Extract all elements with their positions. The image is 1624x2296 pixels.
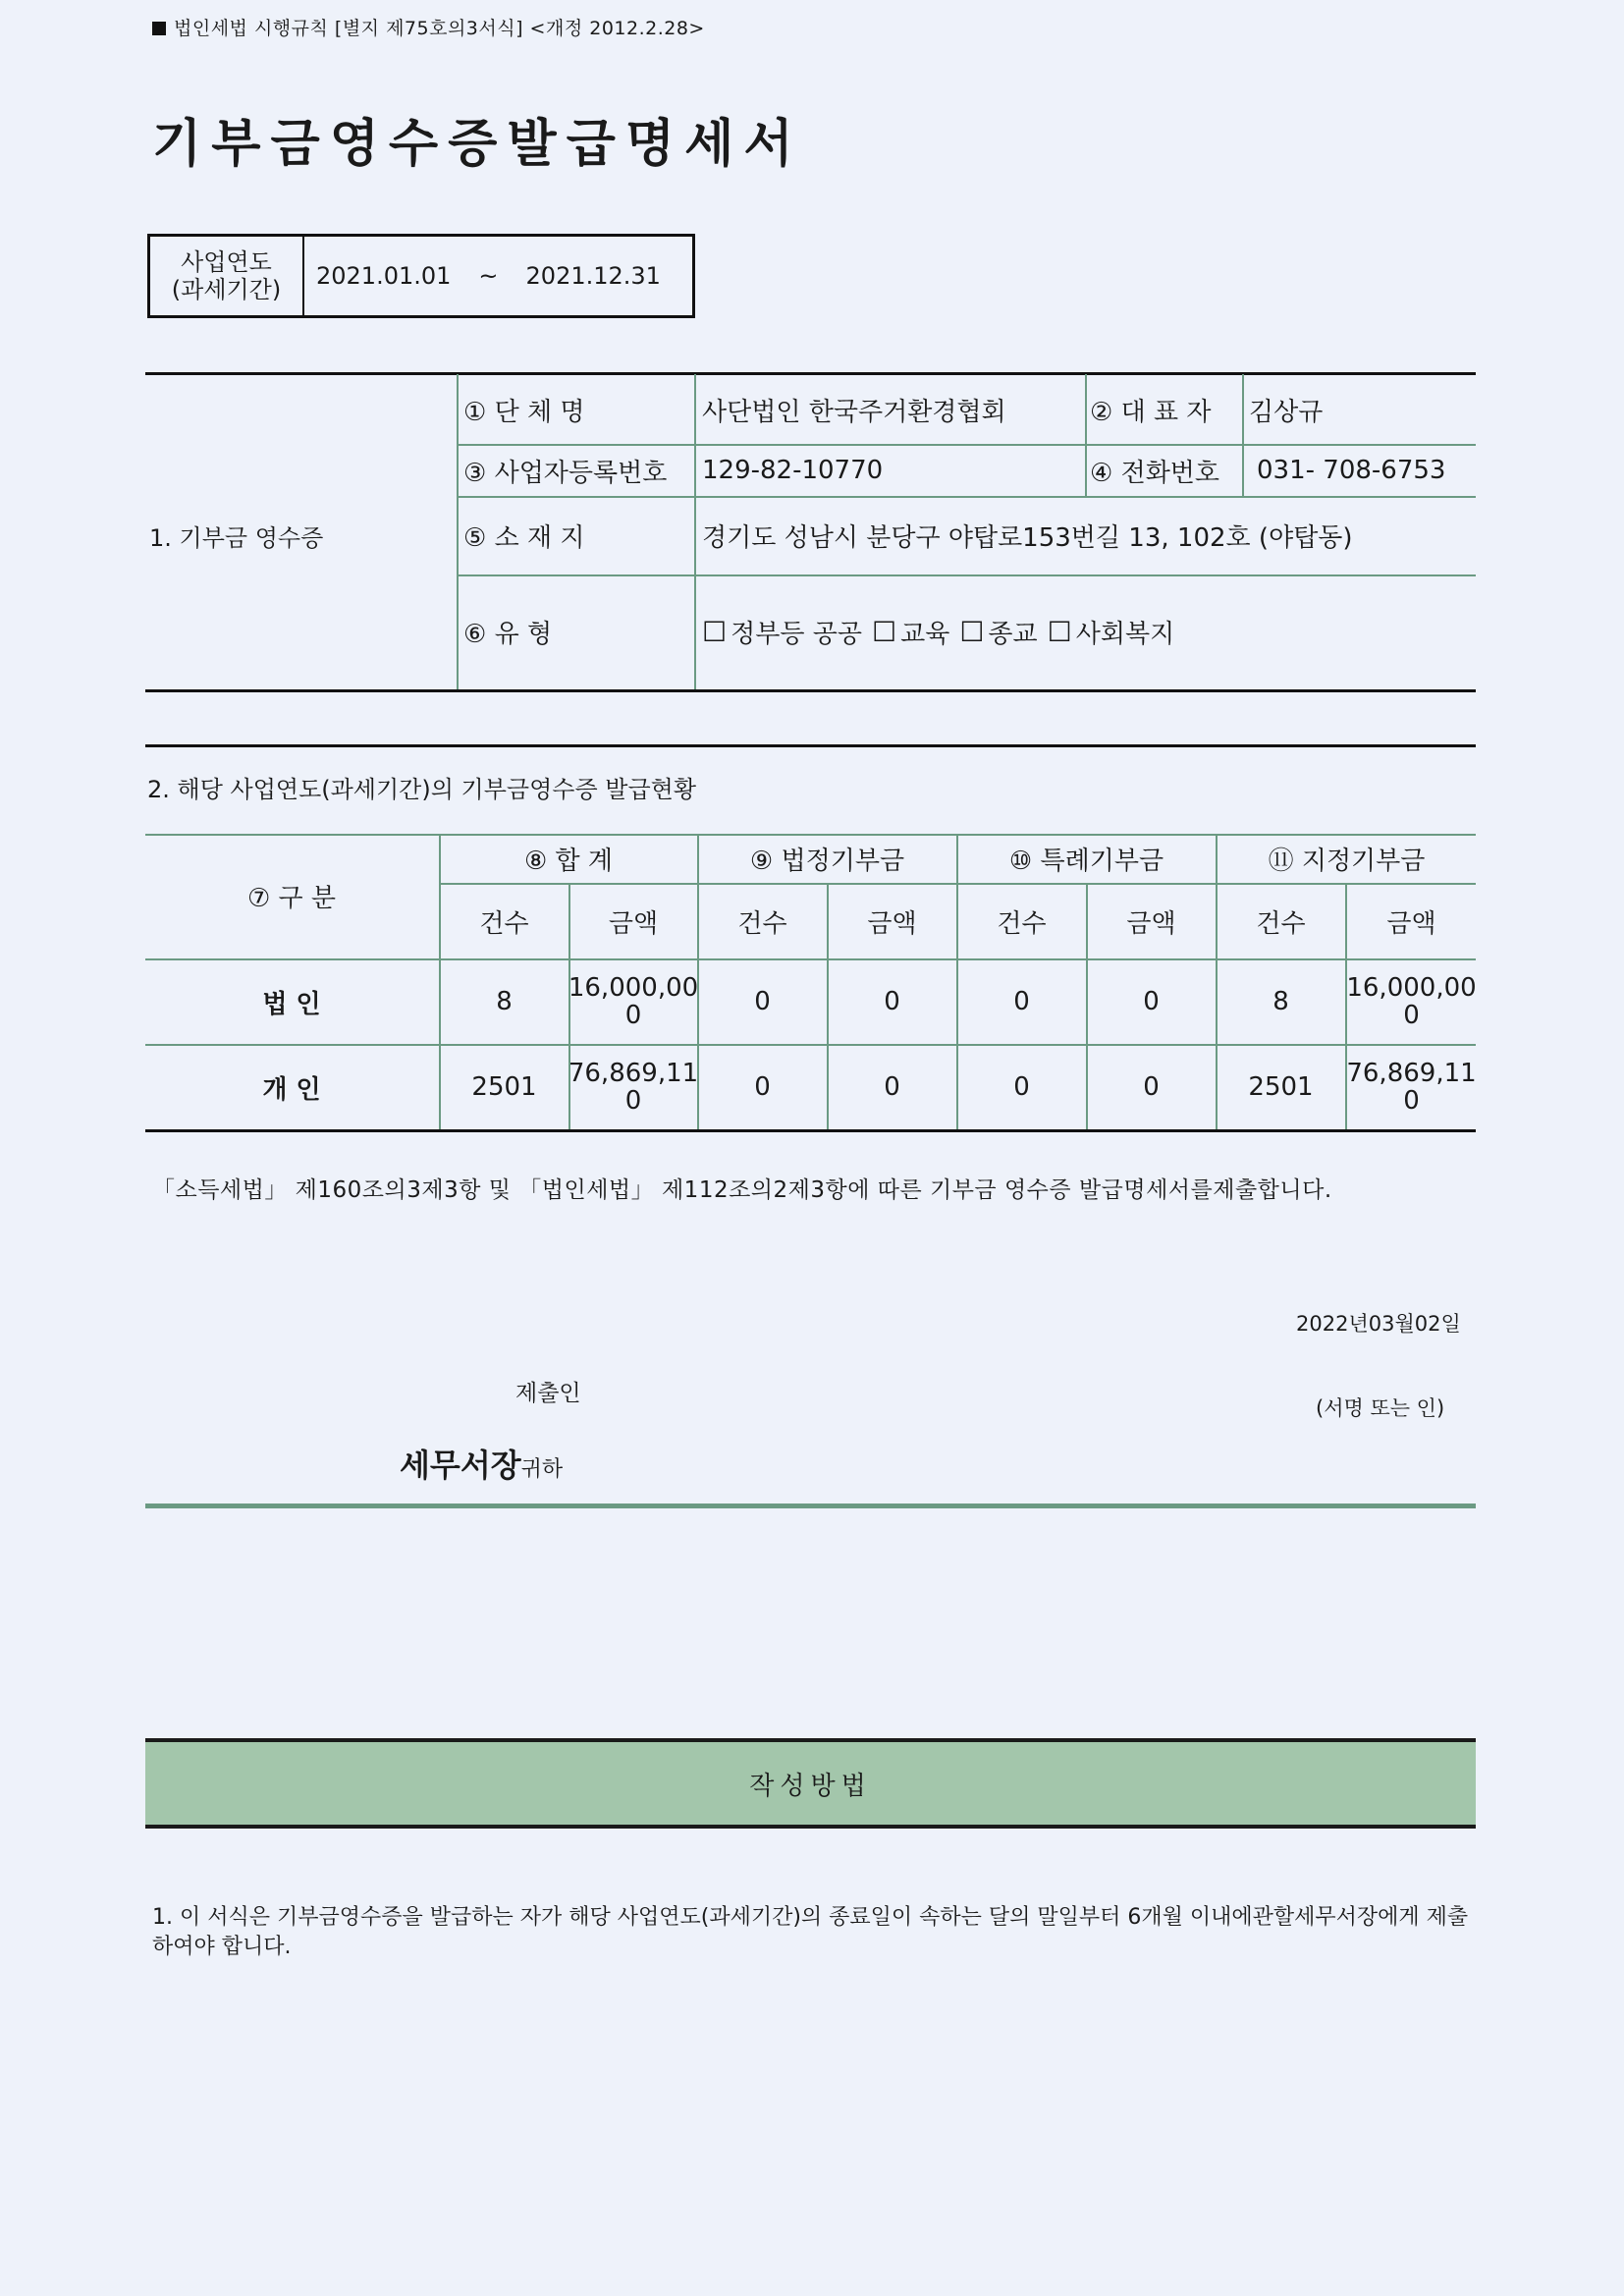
checkbox-icon[interactable]: ☐ [1047, 616, 1072, 648]
table-bottom-rule [145, 1129, 1476, 1132]
period-end: 2021.12.31 [525, 262, 661, 290]
type-options [702, 576, 1473, 687]
table-cell: 0 [1013, 987, 1030, 1016]
subheader-amount: 금액 [1126, 908, 1176, 939]
period-tilde: ~ [478, 262, 499, 290]
submission-note: 「소득세법」 제160조의3제3항 및 「법인세법」 제112조의2제3항에 따른 기부금 영수증 발급명세서를제출합니다. [152, 1177, 1332, 1203]
table-cell: 2501 [471, 1072, 537, 1102]
section2-title: 2. 해당 사업연도(과세기간)의 기부금영수증 발급현황 [147, 776, 697, 803]
method-title-bar [145, 1738, 1476, 1829]
submitter-label: 제출인 [515, 1381, 581, 1406]
group-header-total: ⑧ 합 계 [523, 847, 614, 876]
group-header-special: ⑩ 특례기부금 [1008, 847, 1164, 876]
signature-rule [145, 1503, 1476, 1508]
subheader-amount: 금액 [608, 908, 659, 939]
table-cell: 76,869,11 0 [568, 1059, 699, 1116]
table-cell: 0 [884, 987, 900, 1016]
subheader-count: 건수 [997, 908, 1047, 939]
submission-date: 2022년03월02일 [1296, 1312, 1461, 1336]
table-cell: 0 [754, 987, 771, 1016]
rep-label: ② 대 표 자 [1090, 397, 1212, 427]
bizno-label: ③ 사업자등록번호 [463, 458, 668, 488]
table-cell: 0 [884, 1072, 900, 1102]
address-label: ⑤ 소 재 지 [463, 522, 585, 553]
category-header: ⑦ 구 분 [246, 884, 337, 913]
section1-top-rule [145, 372, 1476, 375]
period-start: 2021.01.01 [316, 262, 452, 290]
row-label: 개 인 [262, 1074, 321, 1105]
form-header-text: 법인세법 시행규칙 [별지 제75호의3서식] <개정 2012.2.28> [174, 18, 705, 39]
table-cell: 0 [754, 1072, 771, 1102]
page-title: 기부금영수증발급명세서 [152, 115, 803, 174]
recipient-name: 세무서장 [400, 1447, 521, 1484]
section1-vline-4 [1242, 374, 1244, 496]
org-name-label: ① 단 체 명 [463, 397, 585, 427]
bizno: 129-82-10770 [702, 456, 884, 485]
type-option-public: 정부등 공공 [731, 620, 862, 649]
table-cell: 76,869,11 0 [1346, 1059, 1477, 1116]
table-cell: 0 [1013, 1072, 1030, 1102]
type-option-welfare: 사회복지 [1075, 620, 1175, 649]
section1-vline-1 [457, 374, 459, 689]
subheader-amount: 금액 [1386, 908, 1436, 939]
checkbox-icon[interactable]: ☐ [702, 616, 728, 648]
table-cell: 16,000,00 0 [568, 973, 699, 1030]
address: 경기도 성남시 분당구 야탑로153번길 13, 102호 (야탑동) [702, 522, 1353, 553]
table-cell: 8 [496, 987, 513, 1016]
signature-label: (서명 또는 인) [1316, 1396, 1445, 1420]
type-option-religion: 종교 [988, 620, 1038, 649]
subheader-count: 건수 [1256, 908, 1306, 939]
period-label [150, 237, 304, 315]
phone-label: ④ 전화번호 [1090, 458, 1220, 488]
period-label-line1: 사업연도 [181, 248, 272, 276]
recipient [400, 1441, 563, 1486]
table-cell: 2501 [1248, 1072, 1314, 1102]
group-header-statutory: ⑨ 법정기부금 [749, 847, 905, 876]
recipient-suffix: 귀하 [520, 1457, 564, 1482]
org-name: 사단법인 한국주거환경협회 [702, 397, 1006, 427]
table-cell: 8 [1272, 987, 1289, 1016]
section1-title: 1. 기부금 영수증 [149, 523, 324, 552]
method-title: 작성방법 [749, 1771, 872, 1801]
square-bullet-icon [152, 22, 166, 35]
period-box [147, 234, 695, 318]
section1-bottom-rule [145, 689, 1476, 692]
checkbox-icon[interactable]: ☐ [871, 616, 897, 648]
subheader-count: 건수 [479, 908, 529, 939]
section1-vline-2 [694, 374, 696, 689]
type-option-education: 교육 [900, 620, 950, 649]
group-header-designated: ⑪ 지정기부금 [1268, 847, 1426, 876]
table-cell: 0 [1143, 987, 1160, 1016]
subheader-count: 건수 [737, 908, 787, 939]
row-label: 법 인 [262, 989, 321, 1019]
type-label: ⑥ 유 형 [463, 620, 553, 649]
section2-top-rule [145, 744, 1476, 747]
form-header [152, 14, 705, 40]
rep-name: 김상규 [1249, 397, 1324, 427]
period-value [304, 237, 692, 315]
table-cell: 0 [1143, 1072, 1160, 1102]
period-label-line2: (과세기간) [171, 276, 282, 303]
checkbox-icon[interactable]: ☐ [959, 616, 985, 648]
phone: 031- 708-6753 [1257, 456, 1446, 485]
section1-vline-3 [1085, 374, 1087, 496]
instruction-text: 1. 이 서식은 기부금영수증을 발급하는 자가 해당 사업연도(과세기간)의 종료일이 속하는 달의 말일부터 6개월 이내에관할세무서장에게 제출하여야 합니다. [152, 1905, 1469, 1959]
table-cell: 16,000,00 0 [1346, 973, 1477, 1030]
subheader-amount: 금액 [867, 908, 917, 939]
